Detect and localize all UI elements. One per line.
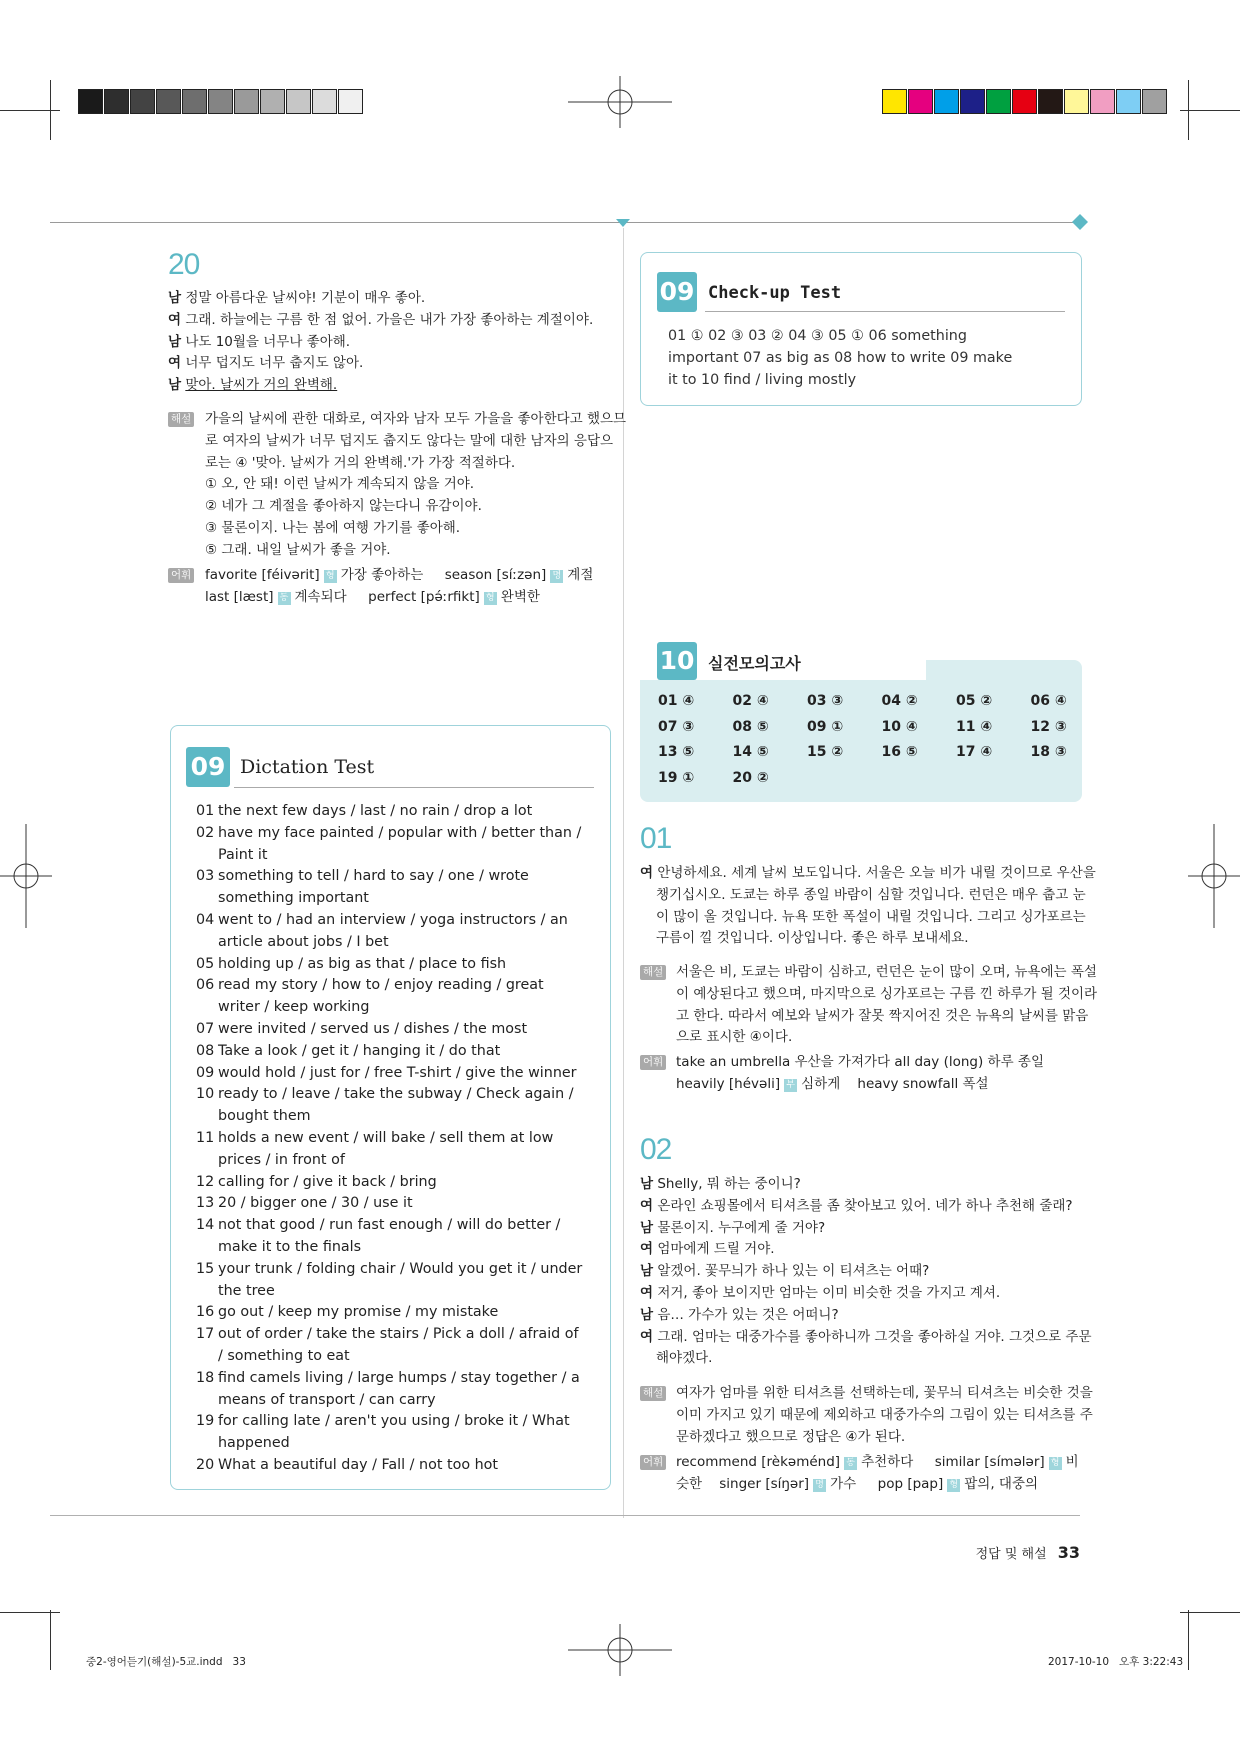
dictation-title-rule xyxy=(234,787,594,788)
dialogue-line: 그래. 하늘에는 구름 한 점 없어. 가을은 내가 가장 좋아하는 계절이야. xyxy=(185,311,594,328)
slug-file-name: 중2-영어듣기(해설)-5교.indd 33 xyxy=(86,1656,246,1668)
dictation-item-number: 20 xyxy=(196,1456,215,1473)
mock-answer: 07 ③ xyxy=(658,718,695,735)
dialogue-row xyxy=(640,1327,1092,1349)
dictation-list xyxy=(196,801,584,1477)
q01-vocabulary xyxy=(640,1052,1044,1096)
question-number: 02 xyxy=(640,1133,672,1166)
crop-mark xyxy=(1188,1610,1189,1670)
mock-answer: 12 ③ xyxy=(1030,718,1067,735)
pos-badge: 명 xyxy=(550,570,563,583)
mock-answer: 11 ④ xyxy=(956,718,993,735)
mock-answer: 03 ③ xyxy=(807,693,844,709)
gray-swatch xyxy=(234,89,259,114)
color-swatch xyxy=(1064,89,1089,114)
gray-swatch xyxy=(338,89,363,114)
vocab-meaning: 추천하다 xyxy=(861,1454,914,1470)
pos-badge: 형 xyxy=(1049,1457,1062,1470)
speaker-label: 여 xyxy=(640,1284,654,1301)
vocab-meaning: 계절 xyxy=(567,567,594,583)
pos-badge: 부 xyxy=(784,1079,797,1092)
mock-exam-title: 실전모의고사 xyxy=(708,654,801,673)
mock-answer: 15 ② xyxy=(807,744,844,761)
pos-badge: 동 xyxy=(844,1457,857,1470)
pos-badge: 형 xyxy=(947,1479,960,1492)
dictation-item-text: have my face painted / popular with / better than / Paint it xyxy=(218,824,582,863)
dictation-item-text: would hold / just for / free T-shirt / give the winner xyxy=(218,1064,577,1081)
dictation-item xyxy=(196,866,584,910)
registration-mark xyxy=(0,824,52,928)
dictation-item-number: 18 xyxy=(196,1369,215,1386)
dialogue-line: 음… 가수가 있는 것은 어떠니? xyxy=(657,1306,839,1323)
dialogue-line: 물론이지. 누구에게 줄 거야? xyxy=(657,1219,826,1236)
crop-mark xyxy=(0,110,60,111)
color-swatch xyxy=(934,89,959,114)
dialogue-line: 그래. 엄마는 대중가수를 좋아하니까 그것을 좋아하실 거야. 그것으로 주문 xyxy=(657,1328,1092,1345)
dialogue-line: 나도 10월을 너무나 좋아해. xyxy=(185,333,351,350)
dictation-item-number: 07 xyxy=(196,1020,215,1037)
dialogue-line: 온라인 쇼핑몰에서 티셔츠를 좀 찾아보고 있어. 네가 하나 추천해 줄래? xyxy=(657,1197,1073,1214)
dictation-item xyxy=(196,1368,584,1412)
gray-swatch xyxy=(286,89,311,114)
dictation-item-text: holding up / as big as that / place to fish xyxy=(218,955,507,972)
mock-answer: 01 ④ xyxy=(658,693,695,709)
dictation-item-text: find camels living / large humps / stay together / a means of transport / can carry xyxy=(218,1369,580,1408)
mock-answer: 16 ⑤ xyxy=(881,744,918,761)
dictation-item-number: 17 xyxy=(196,1326,215,1343)
mock-answer: 05 ② xyxy=(956,693,993,709)
dictation-item xyxy=(196,1193,584,1215)
dialogue-line: 구름이 낄 것입니다. 이상입니다. 좋은 하루 보내세요. xyxy=(656,930,969,947)
vocab-word: singer [síŋər] xyxy=(719,1475,810,1492)
checkup-line: 01 ① 02 ③ 03 ② 04 ③ 05 ① 06 something xyxy=(668,328,967,344)
color-swatch xyxy=(1012,89,1037,114)
mock-answer: 08 ⑤ xyxy=(732,718,769,735)
dialogue-row xyxy=(640,1283,1092,1305)
mock-answer: 18 ③ xyxy=(1030,744,1067,761)
dictation-item xyxy=(196,823,584,867)
color-swatch xyxy=(1142,89,1167,114)
explanation-line: 여자가 엄마를 위한 티셔츠를 선택하는데, 꽃무늬 티셔츠는 비슷한 것을 xyxy=(676,1385,1093,1401)
dictation-item-text: calling for / give it back / bring xyxy=(218,1173,437,1190)
dialogue-row xyxy=(640,1174,1092,1196)
crop-mark xyxy=(0,1612,60,1613)
q01-dialogue xyxy=(640,863,1096,950)
vocab-word: favorite [féivərit] xyxy=(205,567,320,583)
dictation-item-number: 08 xyxy=(196,1042,215,1059)
explanation-line: 로 여자의 날씨가 너무 덥지도 춥지도 않다는 말에 대한 남자의 응답으 xyxy=(205,432,614,449)
color-swatch xyxy=(1116,89,1141,114)
dialogue-row xyxy=(640,1305,1092,1327)
dialogue-line: 이 많이 올 것입니다. 뉴욕 또한 폭설이 내릴 것입니다. 그리고 싱가포르는 xyxy=(656,908,1086,925)
question-number: 01 xyxy=(640,822,672,855)
dictation-item-number: 09 xyxy=(196,1064,215,1081)
explanation-line: 가을의 날씨에 관한 대화로, 여자와 남자 모두 가을을 좋아한다고 했으므 xyxy=(205,411,627,427)
dictation-item-number: 06 xyxy=(196,977,215,994)
q20-explanation xyxy=(168,409,626,562)
vocab-word: heavily [hévəli] xyxy=(676,1075,781,1092)
page-footer xyxy=(930,1543,1080,1562)
dictation-item xyxy=(196,1019,584,1041)
vocab-meaning: 팝의, 대중의 xyxy=(964,1475,1039,1492)
explanation-line: 서울은 비, 도쿄는 바람이 심하고, 런던은 눈이 많이 오며, 뉴욕에는 폭설 xyxy=(676,964,1097,980)
vocabulary-tag: 어휘 xyxy=(640,1455,666,1470)
dialogue-line: 안녕하세요. 세계 날씨 보도입니다. 서울은 오늘 비가 내릴 것이므로 우산을 xyxy=(657,865,1096,881)
dialogue-line: 맞아. 날씨가 거의 완벽해. xyxy=(185,377,338,394)
dialogue-row xyxy=(640,1218,1092,1240)
mock-exam-grid-bg xyxy=(640,660,1082,802)
vocab-word: similar [símələr] xyxy=(934,1454,1045,1470)
dictation-item-number: 03 xyxy=(196,868,215,885)
dictation-item xyxy=(196,1041,584,1063)
explanation-line: ② 네가 그 계절을 좋아하지 않는다니 유감이야. xyxy=(205,498,482,515)
dictation-item-text: ready to / leave / take the subway / Check again / bought them xyxy=(218,1086,574,1125)
dictation-title: Dictation Test xyxy=(240,756,375,778)
gray-swatch xyxy=(130,89,155,114)
checkup-title-rule xyxy=(705,311,1065,312)
gray-swatch xyxy=(208,89,233,114)
diamond-marker-icon xyxy=(1072,214,1088,230)
dictation-item-number: 02 xyxy=(196,824,215,841)
dictation-item-number: 19 xyxy=(196,1413,215,1430)
vocab-line: take an umbrella 우산을 가져가다 all day (long) 하루 종일 xyxy=(676,1054,1044,1070)
speaker-label: 여 xyxy=(640,1328,654,1345)
dictation-item-number: 12 xyxy=(196,1173,215,1190)
dictation-item xyxy=(196,1128,584,1172)
speaker-label: 여 xyxy=(640,1241,654,1258)
vocab-meaning: 슷한 xyxy=(676,1475,703,1492)
dialogue-line: 챙기십시오. 도쿄는 하루 종일 바람이 심할 것입니다. 런던은 매우 춥고 눈 xyxy=(656,886,1086,903)
speaker-label: 남 xyxy=(168,333,182,350)
vocab-word: perfect [pə́ːrfikt] xyxy=(368,588,480,605)
crop-mark xyxy=(1180,1612,1240,1613)
dialogue-row xyxy=(640,1196,1092,1218)
speaker-label: 여 xyxy=(168,311,182,328)
pos-badge: 명 xyxy=(813,1479,826,1492)
dictation-item xyxy=(196,954,584,976)
dictation-item-number: 13 xyxy=(196,1195,215,1212)
q02-dialogue xyxy=(640,1174,1092,1370)
speaker-label: 남 xyxy=(640,1306,654,1323)
speaker-label: 남 xyxy=(640,1176,654,1192)
speaker-label: 남 xyxy=(640,1263,654,1280)
dialogue-line: Shelly, 뭐 하는 중이니? xyxy=(657,1176,801,1192)
dictation-item-text: 20 / bigger one / 30 / use it xyxy=(218,1195,413,1212)
dictation-item xyxy=(196,1172,584,1194)
explanation-tag: 해설 xyxy=(640,1386,666,1401)
explanation-tag: 해설 xyxy=(168,412,194,427)
explanation-line: 이미 가지고 있기 때문에 제외하고 대중가수의 그림이 있는 티셔츠를 주 xyxy=(676,1406,1093,1423)
gray-swatch xyxy=(182,89,207,114)
dictation-item-text: read my story / how to / enjoy reading / great writer / keep working xyxy=(218,977,544,1016)
dictation-item-text: out of order / take the stairs / Pick a doll / afraid of / something to eat xyxy=(218,1326,579,1364)
checkup-line: it to 10 find / living mostly xyxy=(668,372,857,388)
explanation-line: ① 오, 안 돼! 이런 날씨가 계속되지 않을 거야. xyxy=(205,476,475,493)
dictation-item-number: 16 xyxy=(196,1304,215,1321)
mock-answer: 02 ④ xyxy=(732,693,769,709)
speaker-label: 여 xyxy=(640,865,654,881)
vocab-word: pop [pap] xyxy=(877,1475,944,1492)
crop-mark xyxy=(1180,110,1240,111)
explanation-line: 고 한다. 따라서 예보와 날씨가 잘못 짝지어진 것은 뉴욕의 날씨를 맑음 xyxy=(676,1007,1089,1024)
gray-swatch xyxy=(104,89,129,114)
dialogue-line: 저거, 좋아 보이지만 엄마는 이미 비슷한 것을 가지고 계셔. xyxy=(657,1284,1001,1301)
dialogue-line: 너무 덥지도 너무 춥지도 않아. xyxy=(185,355,364,372)
dictation-item-number: 15 xyxy=(196,1260,215,1277)
vocab-meaning: 계속되다 xyxy=(294,588,347,605)
color-swatch xyxy=(1038,89,1063,114)
dictation-item xyxy=(196,1302,584,1324)
dictation-item-text: Take a look / get it / hanging it / do that xyxy=(218,1042,501,1059)
color-swatch xyxy=(960,89,985,114)
mock-answer: 17 ④ xyxy=(956,744,993,761)
pos-badge: 형 xyxy=(324,570,337,583)
dialogue-row xyxy=(640,1348,1092,1370)
dictation-item-number: 04 xyxy=(196,911,215,928)
dictation-item-text: the next few days / last / no rain / drop a lot xyxy=(218,803,533,819)
dictation-item xyxy=(196,975,584,1019)
registration-mark xyxy=(568,76,672,128)
color-swatch xyxy=(882,89,907,114)
dictation-number-tab: 09 xyxy=(186,747,230,787)
dictation-item xyxy=(196,1411,584,1455)
vocab-word: recommend [rèkəménd] xyxy=(676,1454,841,1470)
mock-answer: 14 ⑤ xyxy=(732,744,769,761)
dialogue-line: 정말 아름다운 날씨야! 기분이 매우 좋아. xyxy=(185,290,426,306)
dialogue-line: 해야겠다. xyxy=(656,1350,713,1367)
mock-answer: 20 ② xyxy=(732,770,769,787)
dictation-item-number: 10 xyxy=(196,1086,215,1103)
dictation-item-text: holds a new event / will bake / sell them at low prices / in front of xyxy=(218,1129,554,1168)
dialogue-row xyxy=(640,1239,1092,1261)
mock-answer: 10 ④ xyxy=(881,718,918,735)
explanation-tag: 해설 xyxy=(640,965,666,980)
gray-swatch xyxy=(260,89,285,114)
vocab-meaning: 심하게 xyxy=(801,1075,841,1092)
vocab-line: heavy snowfall 폭설 xyxy=(857,1075,989,1092)
dictation-item-text: for calling late / aren't you using / broke it / What happened xyxy=(218,1413,570,1452)
mock-answer: 09 ① xyxy=(807,718,844,735)
checkup-line: important 07 as big as 08 how to write 09 make xyxy=(668,350,1013,366)
footer-label: 정답 및 해설 xyxy=(975,1547,1047,1562)
dictation-item-text: go out / keep my promise / my mistake xyxy=(218,1304,499,1321)
dictation-item-number: 05 xyxy=(196,955,215,972)
explanation-line: 문하겠다고 했으므로 정답은 ④가 된다. xyxy=(676,1428,906,1445)
dictation-item xyxy=(196,801,584,823)
dictation-item xyxy=(196,1215,584,1259)
dictation-item-text: were invited / served us / dishes / the most xyxy=(218,1020,528,1037)
vocab-meaning: 비 xyxy=(1065,1454,1079,1470)
speaker-label: 남 xyxy=(640,1219,654,1236)
speaker-label: 남 xyxy=(168,290,182,306)
dictation-item xyxy=(196,1259,584,1303)
checkup-title: Check-up Test xyxy=(708,283,842,303)
dialogue-line: 알겠어. 꽃무늬가 하나 있는 이 티셔츠는 어때? xyxy=(657,1263,930,1280)
dictation-item-text: something to tell / hard to say / one / wrote something important xyxy=(218,868,529,907)
explanation-line: 으로 표시한 ④이다. xyxy=(676,1029,793,1046)
crop-mark xyxy=(50,1610,51,1670)
header-rule xyxy=(50,222,1080,223)
checkup-answers xyxy=(668,325,1012,391)
dictation-item-number: 11 xyxy=(196,1129,215,1146)
q20-dialogue xyxy=(168,288,593,397)
q20-vocabulary xyxy=(168,565,593,609)
footer-rule xyxy=(50,1515,1080,1516)
color-swatch xyxy=(908,89,933,114)
dictation-item-text: What a beautiful day / Fall / not too hot xyxy=(218,1456,499,1473)
speaker-label: 남 xyxy=(168,377,182,394)
q01-explanation xyxy=(640,962,1097,1049)
speaker-label: 여 xyxy=(168,355,182,372)
registration-mark xyxy=(1188,824,1240,928)
dictation-item-text: not that good / run fast enough / will do better / make it to the finals xyxy=(218,1217,561,1255)
vocab-meaning: 완벽한 xyxy=(500,588,540,605)
slug-date: 2017-10-10 오후 3:22:43 xyxy=(1048,1656,1184,1668)
vocab-word: season [síːzən] xyxy=(444,567,547,583)
mock-answer: 19 ① xyxy=(658,770,695,787)
pos-badge: 동 xyxy=(278,592,291,605)
pos-badge: 형 xyxy=(484,592,497,605)
vocabulary-tag: 어휘 xyxy=(168,568,194,583)
dictation-item xyxy=(196,1324,584,1368)
checkup-number-tab: 09 xyxy=(657,272,697,312)
dictation-item-text: your trunk / folding chair / Would you get it / under the tree xyxy=(218,1260,583,1299)
dictation-item xyxy=(196,910,584,954)
vocabulary-tag: 어휘 xyxy=(640,1055,666,1070)
question-number: 20 xyxy=(168,248,200,281)
vocab-meaning: 가수 xyxy=(830,1475,857,1492)
mock-answer: 06 ④ xyxy=(1030,693,1067,709)
mock-answer: 13 ⑤ xyxy=(658,744,695,761)
explanation-line: ③ 물론이지. 나는 봄에 여행 가기를 좋아해. xyxy=(205,519,461,536)
explanation-line: 로는 ④ '맞아. 날씨가 거의 완벽해.'가 가장 적절하다. xyxy=(205,454,516,471)
q02-explanation xyxy=(640,1383,1093,1448)
dictation-item xyxy=(196,1455,584,1477)
q02-vocabulary xyxy=(640,1452,1079,1496)
gray-swatch xyxy=(312,89,337,114)
gray-swatch xyxy=(78,89,103,114)
gray-swatch xyxy=(156,89,181,114)
page-number: 33 xyxy=(1057,1543,1080,1562)
explanation-line: ⑤ 그래. 내일 날씨가 좋을 거야. xyxy=(205,541,391,558)
mock-exam-number-tab: 10 xyxy=(657,642,697,680)
vocab-word: last [læst] xyxy=(205,588,274,605)
dictation-item-number: 14 xyxy=(196,1217,215,1234)
dialogue-line: 엄마에게 드릴 거야. xyxy=(657,1241,775,1258)
registration-mark xyxy=(568,1624,672,1676)
explanation-line: 이 예상된다고 했으며, 마지막으로 싱가포르는 구름 낀 하루가 될 것이라 xyxy=(676,985,1098,1002)
color-swatch xyxy=(1090,89,1115,114)
dictation-item-number: 01 xyxy=(196,803,215,819)
color-swatch xyxy=(986,89,1011,114)
speaker-label: 여 xyxy=(640,1197,654,1214)
mock-answer: 04 ② xyxy=(881,693,918,709)
dictation-item xyxy=(196,1084,584,1128)
dictation-item-text: went to / had an interview / yoga instructors / an article about jobs / I bet xyxy=(218,911,568,950)
dialogue-row xyxy=(640,1261,1092,1283)
dictation-item xyxy=(196,1063,584,1085)
vocab-meaning: 가장 좋아하는 xyxy=(340,567,424,583)
